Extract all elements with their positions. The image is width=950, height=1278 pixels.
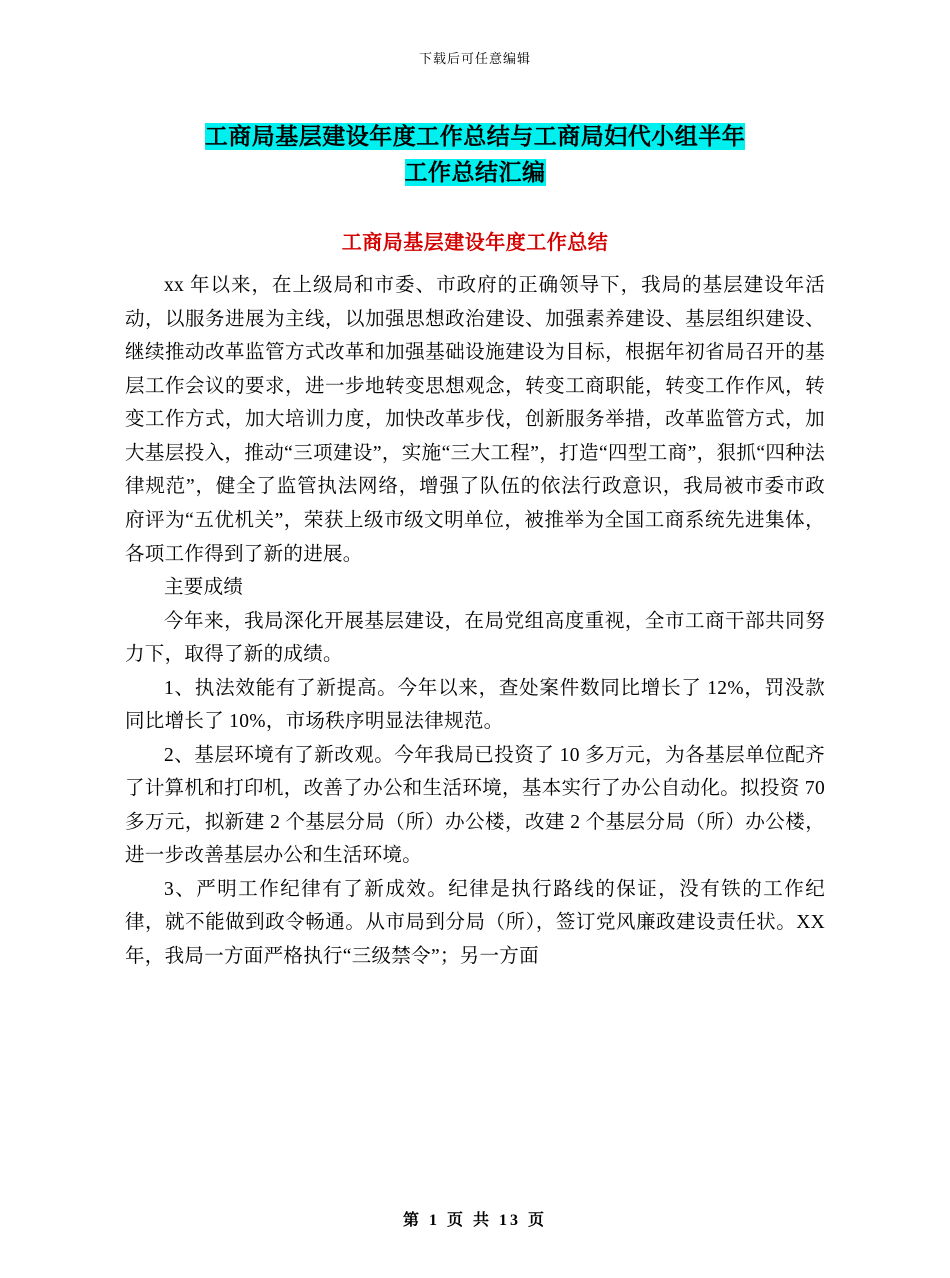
- section-heading: 工商局基层建设年度工作总结: [341, 232, 609, 255]
- paragraph: 3、严明工作纪律有了新成效。纪律是执行路线的保证，没有铁的工作纪律，就不能做到政令畅通。从市局到分局（所），签订党风廉政建设责任状。XX 年，我局一方面严格执行“三级禁令”；另一方面: [125, 878, 825, 967]
- paragraph: 主要成绩: [164, 577, 244, 599]
- paragraph: 1、执法效能有了新提高。今年以来，查处案件数同比增长了 12%，罚没款同比增长了 10%，市场秩序明显法律规范。: [125, 677, 825, 733]
- header-note: 下载后可任意编辑: [418, 51, 531, 66]
- paragraph: xx 年以来，在上级局和市委、市政府的正确领导下，我局的基层建设年活动，以服务进展为主线，以加强思想政治建设、加强素养建设、基层组织建设、继续推动改革监管方式改革和加强基础设施建设为目标，根据年初省局召开的基层工作会议的要求，进一步地转变思想观念，转变工商职能，转变工作作风，转变工作方式，加大培训力度，加快改革步伐，创新服务举措，改革监管方式，加大基层投入，推动“三项建设”，实施“三大工程”，打造“四型工商”，狠抓“四种法律规范”，健全了监管执法网络，增强了队伍的依法行政意识，我局被市委市政府评为“五优机关”，荣获上级市级文明单位，被推举为全国工商系统先进集体，各项工作得到了新的进展。: [125, 275, 825, 565]
- document-body: [125, 119, 825, 973]
- paragraph: 今年来，我局深化开展基层建设，在局党组高度重视，全市工商干部共同努力下，取得了新的成绩。: [125, 610, 825, 666]
- page-title: [125, 119, 825, 190]
- page-footer: 第 1 页 共 13 页: [402, 1212, 547, 1229]
- page-title-line2: 工作总结汇编: [404, 159, 546, 185]
- page-title-line1: 工商局基层建设年度工作总结与工商局妇代小组半年: [204, 124, 746, 149]
- document-page: [0, 48, 950, 1278]
- paragraph: 2、基层环境有了新改观。今年我局已投资了 10 多万元，为各基层单位配齐了计算机和打印机，改善了办公和生活环境，基本实行了办公自动化。拟投资 70 多万元，拟新建 2 个基层分局（所）办公楼，改建 2 个基层分局（所）办公楼，进一步改善基层办公和生活环境。: [125, 744, 825, 867]
